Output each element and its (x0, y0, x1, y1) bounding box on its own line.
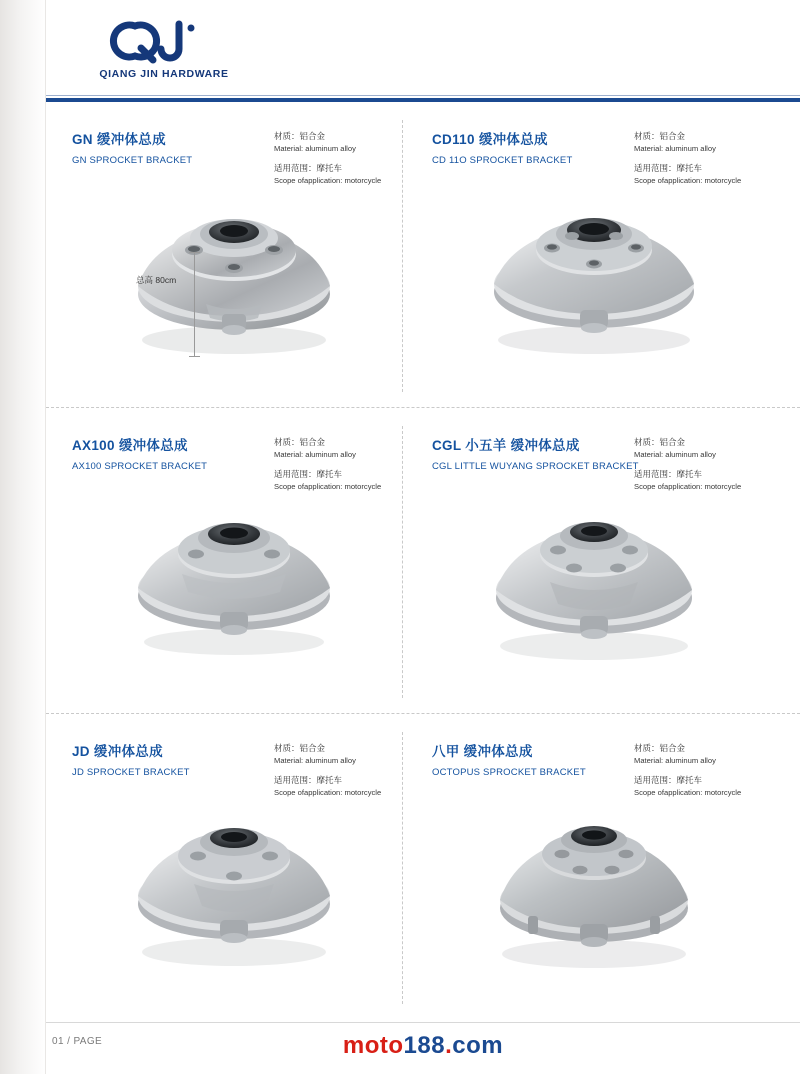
product-photo (418, 470, 770, 705)
product-card-octopus[interactable] (418, 714, 770, 1020)
product-titles (72, 128, 272, 166)
product-title-en: OCTOPUS SPROCKET BRACKET (432, 767, 586, 778)
product-titles (432, 434, 639, 472)
page-spine-shadow (0, 0, 46, 1074)
product-title-cn: JD 缓冲体总成 (72, 744, 163, 759)
spec-material-en: Material: aluminum alloy (634, 756, 716, 765)
product-title-cn: CD110 缓冲体总成 (432, 132, 548, 147)
spec-material-cn: 材质：铝合金 (274, 743, 326, 753)
qj-monogram-icon (105, 18, 223, 64)
company-name: QIANG JIN HARDWARE (99, 68, 229, 80)
product-photo (58, 470, 410, 705)
spec-material-en: Material: aluminum alloy (274, 450, 356, 459)
product-photo (58, 776, 410, 1011)
product-photo (58, 164, 410, 399)
url-part-moto: moto (342, 1032, 404, 1059)
spec-material-en: Material: aluminum alloy (634, 144, 716, 153)
dimension-cap-bottom (189, 356, 200, 357)
product-titles (72, 740, 272, 778)
spec-material-cn: 材质：铝合金 (634, 131, 686, 141)
url-part-dot: . (445, 1032, 453, 1059)
spec-scope-cn: 适用范围：摩托车 (274, 775, 343, 785)
product-titles (432, 740, 632, 778)
spec-scope-en: Scope ofapplication: motorcycle (274, 788, 382, 797)
product-photo (418, 776, 770, 1011)
page-footer (46, 1022, 800, 1074)
product-card-cgl[interactable] (418, 408, 770, 714)
product-row (46, 714, 800, 1020)
product-title-en: CGL LITTLE WUYANG SPROCKET BRACKET (432, 461, 639, 472)
spec-scope-cn: 适用范围：摩托车 (634, 775, 703, 785)
product-title-en: AX100 SPROCKET BRACKET (72, 461, 208, 472)
product-card-gn[interactable] (58, 102, 410, 408)
product-grid (46, 102, 800, 1022)
product-titles (72, 434, 272, 472)
page-header (46, 0, 800, 102)
url-part-188: 188 (403, 1032, 446, 1059)
spec-scope-en: Scope ofapplication: motorcycle (634, 788, 742, 797)
header-rule-thin (46, 95, 800, 96)
product-photo (418, 164, 770, 399)
company-logo (74, 18, 254, 94)
dimension-bar (194, 252, 195, 357)
spec-material-cn: 材质：铝合金 (634, 743, 686, 753)
product-title-en: GN SPROCKET BRACKET (72, 155, 193, 166)
product-title-cn: AX100 缓冲体总成 (72, 438, 188, 453)
spec-scope-en: Scope ofapplication: motorcycle (274, 176, 382, 185)
product-title-cn: CGL 小五羊 缓冲体总成 (432, 438, 580, 453)
product-card-jd[interactable] (58, 714, 410, 1020)
footer-rule (46, 1022, 800, 1023)
spec-scope-cn: 适用范围：摩托车 (634, 163, 703, 173)
spec-material-cn: 材质：铝合金 (274, 437, 326, 447)
spec-material-cn: 材质：铝合金 (274, 131, 326, 141)
dimension-label: 总高 80cm (136, 275, 177, 285)
product-titles (432, 128, 632, 166)
product-title-cn: GN 缓冲体总成 (72, 132, 166, 147)
product-title-en: CD 11O SPROCKET BRACKET (432, 155, 573, 166)
product-title-cn: 八甲 缓冲体总成 (432, 744, 533, 759)
product-title-en: JD SPROCKET BRACKET (72, 767, 190, 778)
product-row (46, 408, 800, 714)
product-card-cd110[interactable] (418, 102, 770, 408)
page-number: 01 / PAGE (52, 1036, 103, 1047)
spec-scope-cn: 适用范围：摩托车 (634, 469, 703, 479)
spec-scope-cn: 适用范围：摩托车 (274, 163, 343, 173)
spec-material-en: Material: aluminum alloy (634, 450, 716, 459)
spec-material-cn: 材质：铝合金 (634, 437, 686, 447)
height-dimension (136, 252, 216, 372)
product-row (46, 102, 800, 408)
spec-scope-en: Scope ofapplication: motorcycle (274, 482, 382, 491)
product-card-ax100[interactable] (58, 408, 410, 714)
spec-scope-cn: 适用范围：摩托车 (274, 469, 343, 479)
website-url[interactable] (46, 1032, 800, 1060)
url-part-com: com (452, 1032, 504, 1059)
spec-scope-en: Scope ofapplication: motorcycle (634, 482, 742, 491)
spec-scope-en: Scope ofapplication: motorcycle (634, 176, 742, 185)
spec-material-en: Material: aluminum alloy (274, 144, 356, 153)
spec-material-en: Material: aluminum alloy (274, 756, 356, 765)
